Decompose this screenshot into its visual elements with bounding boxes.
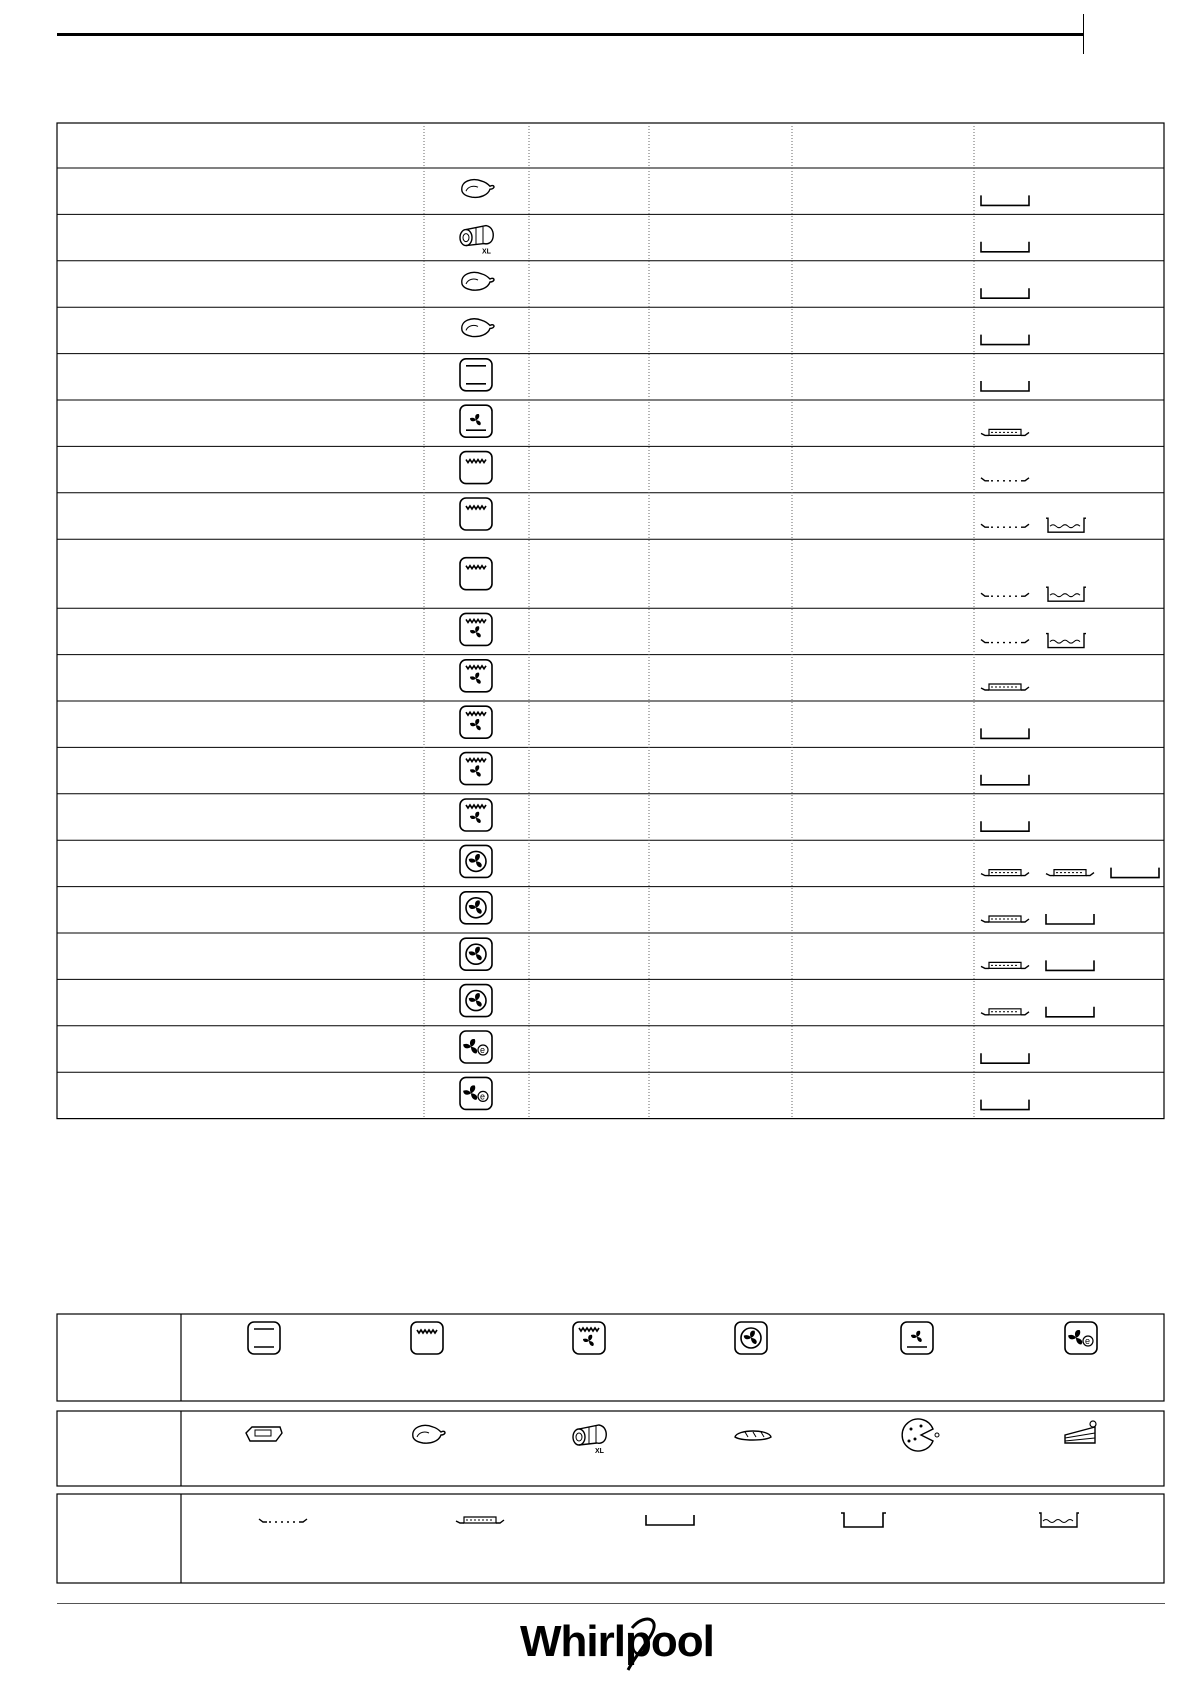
table-row — [460, 226, 1029, 256]
table-row — [460, 1077, 1029, 1109]
water-tray-icon — [1046, 587, 1086, 601]
drip-tray-icon — [646, 1515, 694, 1525]
table-row — [460, 613, 1086, 647]
baking-tray-icon — [981, 870, 1029, 876]
legend-box — [57, 1314, 1164, 1401]
drip-tray-icon — [1046, 960, 1094, 970]
conventional-icon — [248, 1322, 280, 1354]
forced-air-icon — [460, 938, 492, 970]
bottom-fan-icon — [901, 1322, 933, 1354]
table-row — [462, 319, 1029, 345]
roast-xl-icon — [573, 1425, 606, 1455]
drip-tray-icon — [1111, 868, 1159, 878]
table-row — [460, 938, 1094, 970]
conventional-icon — [460, 359, 492, 391]
baking-tray-icon — [981, 916, 1029, 922]
deep-tray-icon — [841, 1513, 886, 1527]
drip-tray-icon — [981, 775, 1029, 785]
legend-box — [57, 1411, 1164, 1486]
forced-air-icon — [460, 892, 492, 924]
turbo-grill-icon — [460, 613, 492, 645]
wire-shelf-icon — [981, 593, 1029, 596]
table-row — [460, 892, 1094, 924]
wire-shelf-icon — [981, 478, 1029, 481]
wire-shelf-icon — [981, 640, 1029, 643]
turbo-grill-icon — [460, 706, 492, 738]
table-row — [460, 498, 1086, 532]
table-row — [460, 845, 1159, 877]
drip-tray-icon — [981, 1053, 1029, 1063]
wire-shelf-icon — [259, 1519, 307, 1522]
table-row — [460, 799, 1029, 831]
chicken-icon — [462, 272, 494, 290]
table-border — [57, 123, 1164, 1119]
drip-tray-icon — [981, 195, 1029, 205]
drip-tray-icon — [981, 335, 1029, 345]
drip-tray-icon — [981, 242, 1029, 252]
table-row — [462, 180, 1029, 206]
grill-icon — [460, 498, 492, 530]
table-row — [460, 660, 1029, 692]
forced-air-icon — [460, 845, 492, 877]
eco-forced-air-icon — [460, 1031, 492, 1063]
drip-tray-icon — [1046, 1007, 1094, 1017]
whirlpool-logo — [520, 1614, 714, 1674]
baking-tray-icon — [981, 429, 1029, 435]
roast-xl-icon — [460, 226, 493, 256]
turbo-grill-icon — [573, 1322, 605, 1354]
baking-tray-icon — [981, 1009, 1029, 1015]
wire-shelf-icon — [981, 524, 1029, 527]
water-tray-icon — [1046, 634, 1086, 648]
bread-icon — [735, 1431, 771, 1440]
baking-tray-icon — [456, 1517, 504, 1523]
grill-icon — [460, 452, 492, 484]
table-row — [460, 558, 1086, 602]
table-row — [460, 452, 1029, 484]
legend — [0, 1300, 1191, 1600]
drip-tray-icon — [981, 821, 1029, 831]
forced-air-icon — [460, 985, 492, 1017]
table-row — [460, 405, 1029, 437]
grill-icon — [460, 558, 492, 590]
eco-forced-air-icon — [1065, 1322, 1097, 1354]
drip-tray-icon — [1046, 914, 1094, 924]
table-row — [460, 753, 1029, 785]
table-icons — [460, 180, 1159, 1110]
drip-tray-icon — [981, 288, 1029, 298]
turbo-grill-icon — [460, 753, 492, 785]
turbo-grill-icon — [460, 799, 492, 831]
cake-icon — [1065, 1421, 1096, 1443]
drip-tray-icon — [981, 1100, 1029, 1110]
table-row — [460, 1031, 1029, 1063]
water-tray-icon — [1039, 1513, 1079, 1527]
chicken-icon — [462, 180, 494, 198]
baking-tray-icon — [981, 684, 1029, 690]
table-row — [460, 985, 1094, 1017]
cooking-table: XL e — [0, 0, 1191, 1140]
drip-tray-icon — [981, 728, 1029, 738]
table-grid — [57, 123, 1164, 1119]
grill-icon — [411, 1322, 443, 1354]
baking-tray-icon — [981, 962, 1029, 968]
table-row — [460, 706, 1029, 738]
bottom-fan-icon — [460, 405, 492, 437]
table-row — [460, 359, 1029, 391]
legend-icons — [246, 1322, 1097, 1527]
chicken-icon — [413, 1425, 445, 1443]
lasagna-dish-icon — [246, 1427, 282, 1441]
logo-text: Whirlpool — [520, 1617, 714, 1666]
legend-box — [57, 1494, 1164, 1583]
turbo-grill-icon — [460, 660, 492, 692]
water-tray-icon — [1046, 518, 1086, 532]
legend-grid — [57, 1314, 1164, 1583]
footer-rule — [57, 1603, 1165, 1604]
forced-air-icon — [735, 1322, 767, 1354]
drip-tray-icon — [981, 381, 1029, 391]
pizza-icon — [902, 1419, 939, 1451]
baking-tray-icon — [1046, 870, 1094, 876]
eco-forced-air-icon — [460, 1077, 492, 1109]
table-row — [462, 272, 1029, 298]
chicken-icon — [462, 319, 494, 337]
